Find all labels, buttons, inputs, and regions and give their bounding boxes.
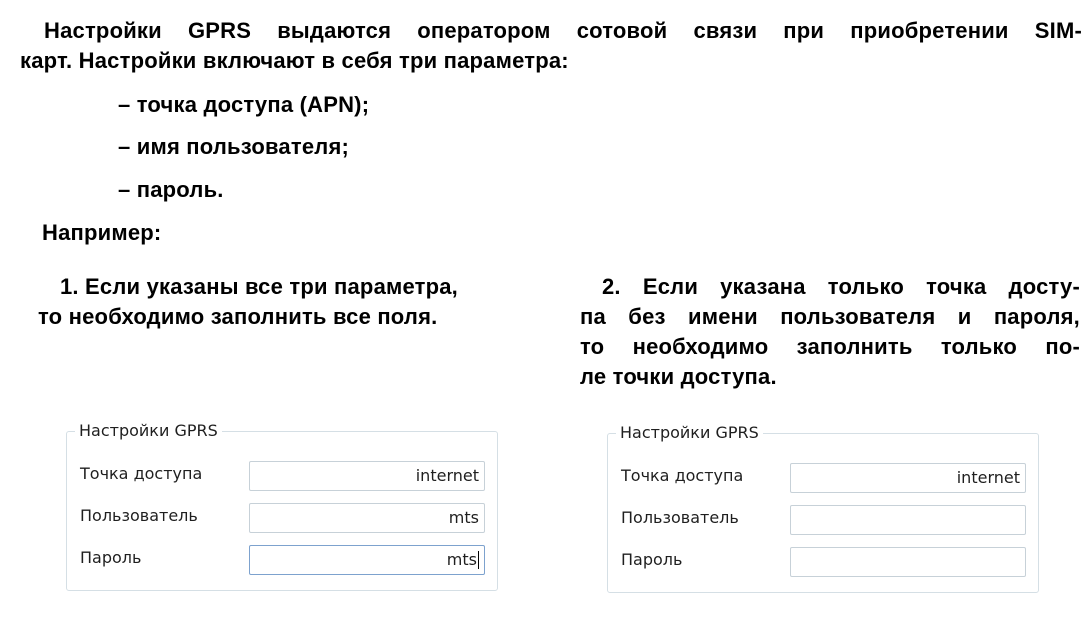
username-input[interactable] [790, 505, 1026, 535]
param-apn: – точка доступа (APN); [118, 92, 370, 117]
case-2-text [580, 272, 1080, 392]
password-input[interactable] [790, 547, 1026, 577]
case-1-text [38, 272, 540, 332]
password-label: Пароль [80, 548, 142, 567]
password-label: Пароль [621, 550, 683, 569]
case-2-line: ле точки доступа. [580, 364, 777, 389]
intro-line-1: Настройки GPRS выдаются оператором сотовой связи при приобретении SIM- [44, 18, 1082, 43]
gprs-settings-panel-1 [66, 421, 498, 591]
case-1-line: 1. Если указаны все три параметра, [60, 274, 458, 299]
panel-title: Настройки GPRS [616, 424, 763, 442]
apn-label: Точка доступа [80, 464, 203, 483]
apn-input[interactable] [790, 463, 1026, 493]
apn-value: internet [415, 466, 479, 485]
intro-line-2: карт. Настройки включают в себя три параметра: [20, 48, 569, 73]
username-value: mts [448, 508, 479, 527]
case-2-line: па без имени пользователя и пароля, [580, 304, 1080, 329]
apn-label: Точка доступа [621, 466, 744, 485]
username-label: Пользователь [80, 506, 198, 525]
apn-input[interactable] [249, 461, 485, 491]
text-caret [478, 551, 479, 569]
password-value: mts [446, 550, 477, 569]
param-password: – пароль. [118, 177, 224, 202]
param-username: – имя пользователя; [118, 134, 350, 159]
intro-paragraph [20, 16, 1082, 76]
panel-title: Настройки GPRS [75, 422, 222, 440]
apn-value: internet [956, 468, 1020, 487]
case-1-line: то необходимо заполнить все поля. [38, 304, 438, 329]
gprs-settings-panel-2 [607, 423, 1039, 593]
username-label: Пользователь [621, 508, 739, 527]
case-2-line: то необходимо заполнить только по- [580, 334, 1080, 359]
example-label: Например: [42, 220, 162, 245]
username-input[interactable] [249, 503, 485, 533]
case-2-line: 2. Если указана только точка досту- [602, 274, 1080, 299]
password-input[interactable] [249, 545, 485, 575]
